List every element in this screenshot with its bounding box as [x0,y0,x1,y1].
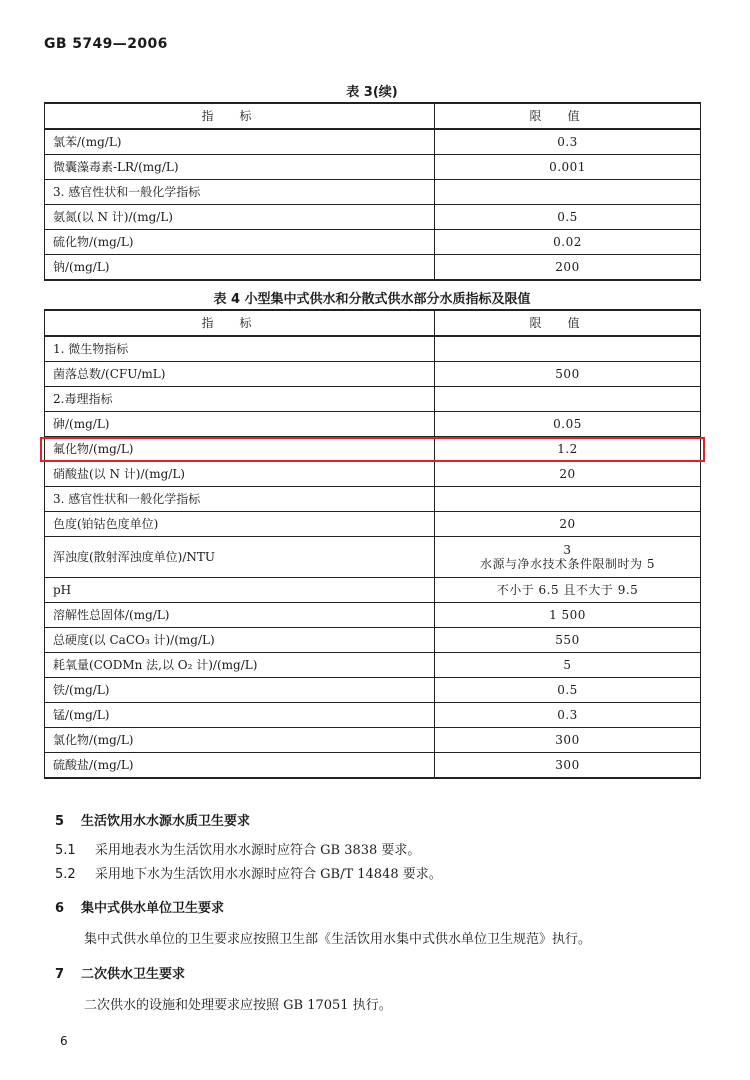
indicator-cell: 锰/(mg/L) [45,703,435,728]
column-header-limit: 限值 [435,103,701,129]
section-title: 生活饮用水水源水质卫生要求 [81,814,251,829]
indicator-cell: 钠/(mg/L) [45,255,435,281]
clause-5-1 [55,839,420,858]
table-row [45,537,701,578]
section-label-cell: 3. 感官性状和一般化学指标 [45,487,435,512]
limit-cell [435,487,701,512]
limit-cell: 20 [435,512,701,537]
table-row [45,462,701,487]
indicator-cell: 总硬度(以 CaCO₃ 计)/(mg/L) [45,628,435,653]
table4-title: 表 4 小型集中式供水和分散式供水部分水质指标及限值 [213,292,531,307]
indicator-cell: 铁/(mg/L) [45,678,435,703]
table-header-row [45,310,701,336]
limit-cell: 0.3 [435,703,701,728]
indicator-cell: 氟化物/(mg/L) [45,437,435,462]
section-6-heading [55,897,224,916]
section-7-paragraph: 二次供水的设施和处理要求应按照 GB 17051 执行。 [84,998,392,1013]
indicator-cell: 溶解性总固体/(mg/L) [45,603,435,628]
column-header-limit: 限值 [435,310,701,336]
indicator-cell: pH [45,578,435,603]
limit-cell: 500 [435,362,701,387]
section-7-heading [55,963,185,982]
section-number: 7 [55,967,65,982]
table-row [45,753,701,779]
limit-cell: 1 500 [435,603,701,628]
limit-cell: 5 [435,653,701,678]
limit-cell: 1.2 [435,437,701,462]
column-header-indicator: 指标 [45,310,435,336]
table-row [45,362,701,387]
table-row [45,412,701,437]
limit-cell: 300 [435,728,701,753]
table-section-row [45,180,701,205]
limit-cell: 不小于 6.5 且不大于 9.5 [435,578,701,603]
indicator-cell: 微囊藻毒素-LR/(mg/L) [45,155,435,180]
table4 [44,309,701,779]
indicator-cell: 浑浊度(散射浑浊度单位)/NTU [45,537,435,578]
table-section-row [45,487,701,512]
clause-number: 5.1 [55,843,76,858]
table3-title: 表 3(续) [346,85,398,100]
table-section-row [45,336,701,362]
limit-cell: 300 [435,753,701,779]
section-number: 5 [55,814,65,829]
clause-text: 采用地下水为生活饮用水水源时应符合 GB/T 14848 要求。 [95,867,442,882]
limit-cell [435,180,701,205]
table-row [45,255,701,281]
limit-cell [435,387,701,412]
limit-cell: 0.001 [435,155,701,180]
table-row [45,603,701,628]
indicator-cell: 菌落总数/(CFU/mL) [45,362,435,387]
indicator-cell: 氯化物/(mg/L) [45,728,435,753]
table3 [44,102,701,281]
indicator-cell: 耗氧量(CODMn 法,以 O₂ 计)/(mg/L) [45,653,435,678]
table-row-highlighted [45,437,701,462]
table-row [45,678,701,703]
limit-value: 3 [563,543,572,557]
indicator-cell: 氨氮(以 N 计)/(mg/L) [45,205,435,230]
section-title: 二次供水卫生要求 [81,967,186,982]
clause-text: 采用地表水为生活饮用水水源时应符合 GB 3838 要求。 [95,843,421,858]
section-title: 集中式供水单位卫生要求 [81,901,225,916]
table-row [45,703,701,728]
indicator-cell: 硝酸盐(以 N 计)/(mg/L) [45,462,435,487]
table-row [45,512,701,537]
limit-cell: 200 [435,255,701,281]
limit-cell: 0.05 [435,412,701,437]
limit-cell [435,336,701,362]
table-row [45,728,701,753]
table-header-row [45,103,701,129]
limit-note: 水源与净水技术条件限制时为 5 [480,557,655,571]
table-section-row [45,387,701,412]
limit-cell: 0.3 [435,129,701,155]
page-number: 6 [60,1034,68,1048]
section-6-paragraph: 集中式供水单位的卫生要求应按照卫生部《生活饮用水集中式供水单位卫生规范》执行。 [84,932,592,947]
section-label-cell: 1. 微生物指标 [45,336,435,362]
clause-number: 5.2 [55,867,76,882]
section-label-cell: 3. 感官性状和一般化学指标 [45,180,435,205]
limit-cell: 0.5 [435,678,701,703]
table-row [45,205,701,230]
table-row [45,155,701,180]
indicator-cell: 砷/(mg/L) [45,412,435,437]
limit-cell [435,537,701,578]
indicator-cell: 硫化物/(mg/L) [45,230,435,255]
limit-cell: 0.02 [435,230,701,255]
clause-5-2 [55,863,442,882]
column-header-indicator: 指标 [45,103,435,129]
table-row [45,653,701,678]
table-row [45,628,701,653]
indicator-cell: 色度(铂钴色度单位) [45,512,435,537]
section-number: 6 [55,901,65,916]
standard-code: GB 5749—2006 [44,36,168,52]
limit-cell: 20 [435,462,701,487]
table-row [45,578,701,603]
section-5-heading [55,810,250,829]
limit-cell: 0.5 [435,205,701,230]
table-row [45,230,701,255]
indicator-cell: 硫酸盐/(mg/L) [45,753,435,779]
indicator-cell: 氯苯/(mg/L) [45,129,435,155]
table-row [45,129,701,155]
section-label-cell: 2.毒理指标 [45,387,435,412]
limit-cell: 550 [435,628,701,653]
